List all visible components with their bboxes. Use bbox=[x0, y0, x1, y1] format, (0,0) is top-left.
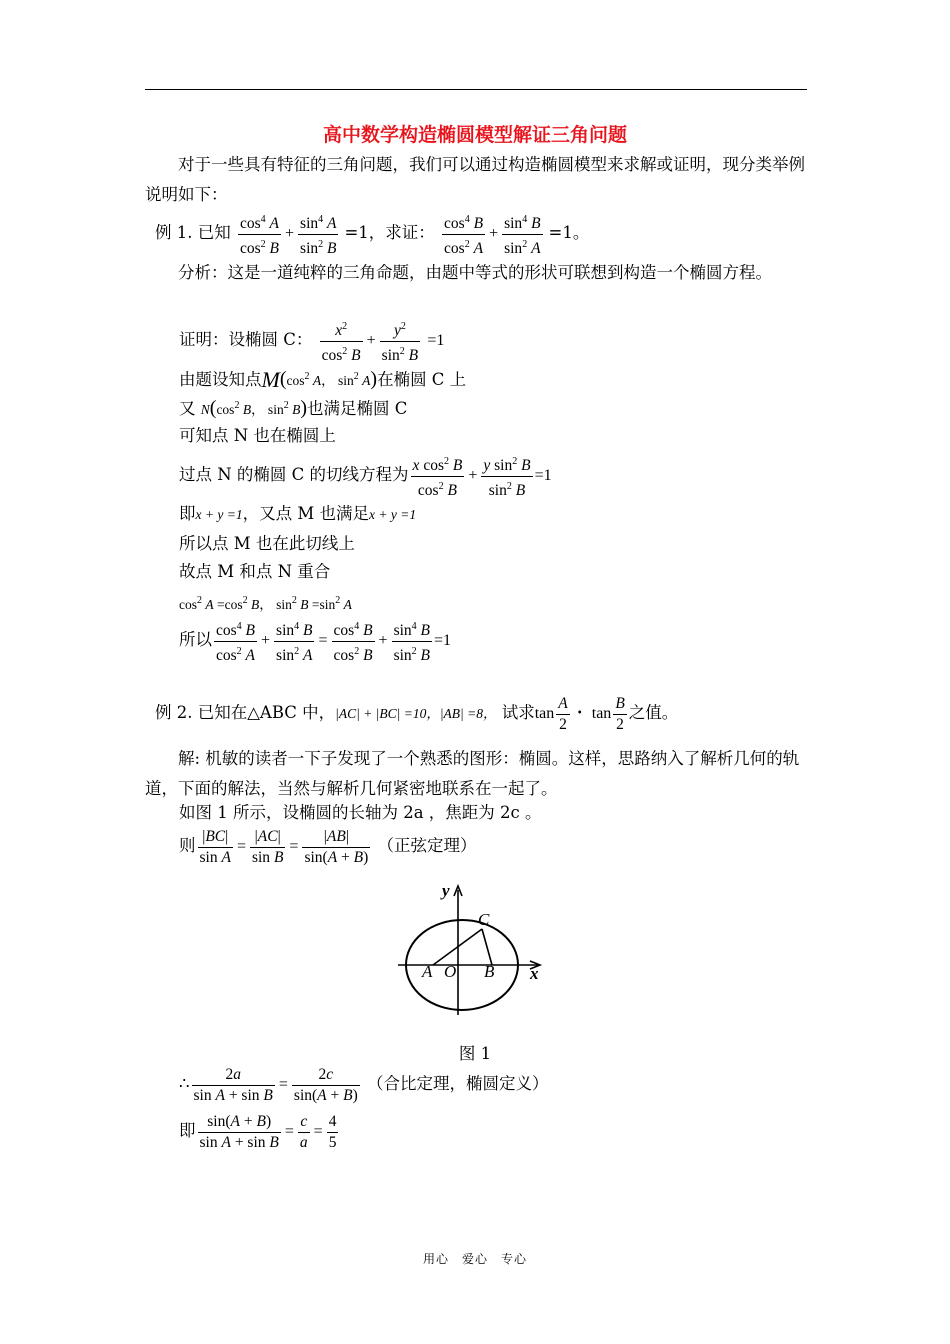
proof-text: 则 bbox=[179, 836, 196, 856]
solution-paragraph bbox=[145, 744, 807, 804]
fraction: $\frac{\sin^4 A}{\sin^2 B}$ bbox=[298, 210, 338, 259]
fraction: $\frac{\sin^4 B}{\sin^2 B}$ bbox=[392, 617, 432, 666]
solution-line-2: 如图 1 所示，设椭圆的长轴为 2a ，焦距为 2c 。 bbox=[179, 803, 542, 822]
proof-line-10: 所以 $\frac{\cos^4 B}{\cos^2 A}$ + $\frac{\sin^4 B}{\sin^2 A}$ = $\frac{\cos^4 B}{\cos^2 B}$ + $\frac{\sin^4 B}{\sin^2 B}$ =1 bbox=[179, 617, 451, 666]
ex1-given-rhs: =1，求证： bbox=[344, 223, 435, 243]
analysis-text: 分析：这是一道纯粹的三角命题，由题中等式的形状可联想到构造一个椭圆方程。 bbox=[178, 263, 772, 282]
label-O: O bbox=[444, 962, 457, 981]
fraction: $\frac{\sin(A + B)}{\text{sin A + sin B}}$ bbox=[199, 1113, 279, 1151]
proof-text: 所以 bbox=[179, 630, 212, 650]
fraction: $\frac{B}{2}$ bbox=[615, 695, 625, 733]
fraction: $\frac{2a}{\text{sin A + sin B}}$ bbox=[193, 1066, 273, 1104]
page-title: 高中数学构造椭圆模型解证三角问题 bbox=[322, 124, 627, 146]
ex2-condition: |AC| + |BC| =10，|AB| =8， bbox=[335, 706, 497, 722]
proof-text: 又 bbox=[179, 399, 196, 418]
intro-paragraph bbox=[145, 150, 807, 210]
proof-line-1: 证明：设椭圆 C： $\frac{x^2}{\cos^2 B}$ + $\frac{y^2}{\sin^2 B}$ =1 bbox=[179, 317, 444, 366]
fraction: $\frac{2c}{\sin(A + B)}$ bbox=[293, 1066, 358, 1104]
fraction: $\frac{\cos^4 A}{\cos^2 B}$ bbox=[238, 210, 281, 259]
proof-text: 过点 N 的椭圆 C 的切线方程为 bbox=[179, 465, 409, 485]
ex1-label: 例 1. 已知 bbox=[155, 223, 231, 243]
label-C: C bbox=[478, 910, 490, 929]
proof-text: ，又点 M 也满足 bbox=[242, 504, 369, 523]
proof-line-8: 故点 M 和点 N 重合 bbox=[179, 562, 331, 581]
equation-rhs: =1 bbox=[427, 332, 445, 350]
proof-line-6 bbox=[179, 503, 416, 526]
fraction: $\frac{\sin^4 B}{\sin^2 A}$ bbox=[502, 210, 542, 259]
label-A: A bbox=[422, 962, 433, 981]
sine-note: （正弦定理） bbox=[377, 836, 477, 856]
proof-line-4: 可知点 N 也在椭圆上 bbox=[179, 426, 336, 445]
label-x: x bbox=[530, 964, 539, 983]
figure-caption: 图 1 bbox=[458, 1044, 492, 1063]
fraction: $\frac{\sin^4 B}{\sin^2 A}$ bbox=[274, 617, 314, 666]
label-y: y bbox=[442, 881, 450, 900]
proof-text: 即 bbox=[179, 1121, 196, 1141]
fraction: $\frac{x \cos^2 B}{\cos^2 B}$ bbox=[411, 452, 465, 501]
proof-text: 证明：设椭圆 C： bbox=[179, 330, 313, 350]
fraction: $\frac{\cos^4 B}{\cos^2 B}$ bbox=[332, 617, 375, 666]
therefore-symbol: ∴ bbox=[179, 1074, 190, 1094]
fraction: $\frac{\cos^4 B}{\cos^2 A}$ bbox=[442, 210, 485, 259]
fraction: $\frac{x^2}{\cos^2 B}$ bbox=[320, 317, 363, 366]
ex2-label: 例 2. 已知在△ABC 中， bbox=[155, 703, 336, 723]
segment-BC bbox=[482, 929, 492, 965]
fraction: $\frac{c}{a}$ bbox=[299, 1113, 308, 1151]
fraction: $\frac{y^2}{\sin^2 B}$ bbox=[380, 317, 420, 366]
equation-rhs: =1 bbox=[434, 632, 452, 650]
intro-text: 对于一些具有特征的三角问题，我们可以通过构造椭圆模型来求解或证明，现分类举例说明如下： bbox=[145, 155, 805, 204]
equation-rhs: =1 bbox=[534, 467, 552, 485]
example-2: 例 2. 已知在△ABC 中，|AC| + |BC| =10，|AB| =8， 试求tan $\frac{A}{2}$ ・ tan $\frac{B}{2}$ 之值。 bbox=[155, 695, 679, 733]
equation: x + y =1 bbox=[368, 507, 417, 522]
ratio-note: （合比定理，椭圆定义） bbox=[367, 1074, 549, 1094]
example-1: 例 1. 已知 $\frac{\cos^4 A}{\cos^2 B}$ + $\frac{\sin^4 A}{\sin^2 B}$ =1，求证： $\frac{\cos^4 B}{\cos^2 A}$ + $\frac{\sin^4 B}{\sin^2 A}$ =1。 bbox=[155, 210, 589, 259]
fraction: $\frac{|BC|}{\text{sin A}}$ bbox=[199, 828, 231, 866]
analysis-paragraph bbox=[145, 258, 807, 288]
sine-law-line: 则 $\frac{|BC|}{\text{sin A}}$ = $\frac{|AC|}{\text{sin B}}$ = $\frac{|AB|}{\sin(A + B)}$ （正弦定理） bbox=[179, 828, 477, 866]
fraction: $\frac{|AC|}{\text{sin B}}$ bbox=[251, 828, 284, 866]
equation: x + y =1 bbox=[195, 507, 243, 522]
proof-line-2: 由题设知点$M(\cos^2$ A， $\sin^2 A$)在椭圆 C 上 bbox=[179, 367, 467, 392]
ex2-ask: 之值。 bbox=[628, 703, 679, 723]
fraction: $\frac{y \sin^2 B}{\sin^2 B}$ bbox=[481, 452, 532, 501]
ex1-goal-rhs: =1。 bbox=[548, 223, 590, 243]
ex2-ask: 试求 bbox=[501, 703, 535, 723]
proof-text: 在椭圆 C 上 bbox=[377, 370, 467, 389]
fraction: $\frac{|AB|}{\sin(A + B)}$ bbox=[304, 828, 369, 866]
fraction: $\frac{\cos^4 B}{\cos^2 A}$ bbox=[214, 617, 257, 666]
proof-line-7: 所以点 M 也在此切线上 bbox=[179, 534, 355, 553]
label-B: B bbox=[484, 962, 495, 981]
proof-text: 也满足椭圆 C bbox=[307, 399, 408, 418]
ratio-line: ∴ $\frac{2a}{\text{sin A + sin B}}$ = $\frac{2c}{\sin(A + B)}$ （合比定理，椭圆定义） bbox=[179, 1066, 549, 1104]
ellipse-figure bbox=[398, 880, 548, 1025]
proof-text: 即 bbox=[179, 504, 196, 523]
page-footer: 用心 爱心 专心 bbox=[422, 1252, 527, 1266]
proof-text: 由题设知点 bbox=[179, 370, 262, 389]
solution-text: 解: 机敏的读者一下子发现了一个熟悉的图形：椭圆。这样，思路纳入了解析几何的轨道，下面的解法，当然与解析几何紧密地联系在一起了。 bbox=[145, 749, 800, 798]
proof-line-9: $\cos^2 A =\cos^2$ B， $\sin^2 B =\sin^2$ A bbox=[179, 595, 352, 612]
proof-line-5: 过点 N 的椭圆 C 的切线方程为 $\frac{x \cos^2 B}{\cos^2 B}$ + $\frac{y \sin^2 B}{\sin^2 B}$ =1 bbox=[179, 452, 552, 501]
header-rule bbox=[145, 89, 807, 90]
fraction: $\frac{A}{2}$ bbox=[558, 695, 568, 733]
fraction: $\frac{4}{5}$ bbox=[328, 1113, 337, 1151]
proof-line-3: 又 $N(\cos^2$ B， $\sin^2 B$)也满足椭圆 C bbox=[179, 397, 408, 419]
final-line: 即 $\frac{\sin(A + B)}{\text{sin A + sin B}}$ = $\frac{c}{a}$ = $\frac{4}{5}$ bbox=[179, 1113, 337, 1151]
